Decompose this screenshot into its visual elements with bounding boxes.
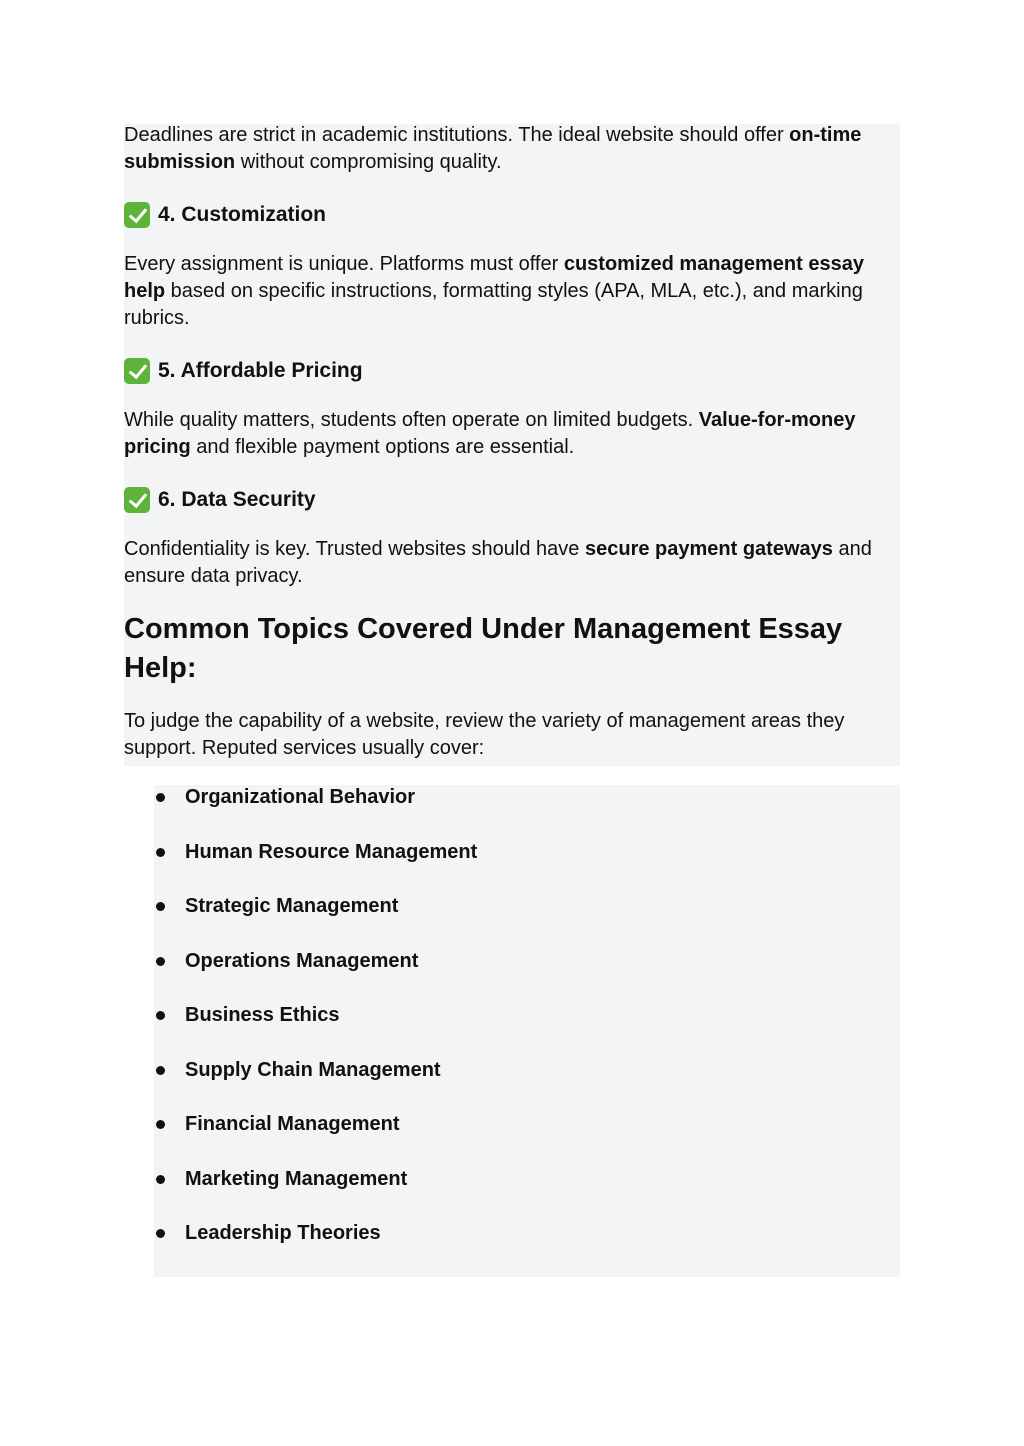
list-item (154, 1001, 340, 1029)
bullet-icon (156, 957, 165, 966)
bullet-icon (156, 1229, 165, 1238)
section-paragraph-data-security (124, 536, 900, 590)
bullet-icon (156, 848, 165, 857)
section-text-after: and flexible payment options are essential. (190, 436, 575, 458)
intro-text-bold: on-time submission (124, 124, 862, 173)
section-text-before: Every assignment is unique. Platforms must offer (124, 253, 564, 275)
list-item (154, 1165, 407, 1193)
section-paragraph-customization (124, 251, 900, 332)
list-item (154, 1110, 400, 1138)
list-item-label: Financial Management (185, 1113, 400, 1135)
topics-intro-paragraph: To judge the capability of a website, review the variety of management areas they support. Reputed services usually cover: (124, 710, 845, 759)
list-item (154, 947, 418, 975)
section-text-bold: customized management essay help (124, 253, 864, 302)
list-item-label: Organizational Behavior (185, 786, 416, 808)
intro-text-before: Deadlines are strict in academic institutions. The ideal website should offer (124, 124, 790, 146)
section-text-before: Confidentiality is key. Trusted websites should have (124, 538, 585, 560)
list-item (154, 892, 398, 920)
list-item-label: Business Ethics (185, 1004, 340, 1026)
intro-text-after: without compromising quality. (235, 151, 502, 173)
section-text-bold: secure payment gateways (584, 538, 833, 560)
topics-heading: Common Topics Covered Under Management Essay Help: (124, 613, 843, 684)
bullet-icon (156, 1011, 165, 1020)
bullet-icon (156, 1175, 165, 1184)
list-item-label: Marketing Management (185, 1168, 408, 1190)
list-item-label: Human Resource Management (185, 841, 478, 863)
list-item-label: Leadership Theories (185, 1222, 381, 1244)
bullet-icon (156, 793, 165, 802)
list-item (154, 838, 477, 866)
check-mark-button-icon (124, 358, 150, 384)
intro-paragraph (124, 122, 900, 176)
section-heading-data-security (124, 486, 900, 514)
section-heading-affordable-pricing (124, 357, 900, 385)
section-heading-text: 4. Customization (158, 203, 327, 226)
bullet-icon (156, 1066, 165, 1075)
bullet-icon (156, 902, 165, 911)
section-heading-text: 5. Affordable Pricing (158, 359, 363, 382)
bullet-icon (156, 1120, 165, 1129)
section-text-bold: Value-for-money pricing (124, 409, 856, 458)
list-item-label: Strategic Management (185, 895, 399, 917)
section-heading-text: 6. Data Security (158, 488, 316, 511)
section-text-after: and ensure data privacy. (124, 538, 872, 587)
section-paragraph-affordable-pricing (124, 407, 900, 461)
list-item (154, 1056, 441, 1084)
list-item-label: Supply Chain Management (185, 1059, 441, 1081)
section-text-after: based on specific instructions, formatting styles (APA, MLA, etc.), and marking rubrics. (124, 280, 863, 329)
section-heading-customization (124, 201, 900, 229)
list-item (154, 1219, 381, 1247)
list-item-label: Operations Management (185, 950, 419, 972)
list-item (154, 783, 415, 811)
section-text-before: While quality matters, students often operate on limited budgets. (124, 409, 699, 431)
check-mark-button-icon (124, 202, 150, 228)
check-mark-button-icon (124, 487, 150, 513)
